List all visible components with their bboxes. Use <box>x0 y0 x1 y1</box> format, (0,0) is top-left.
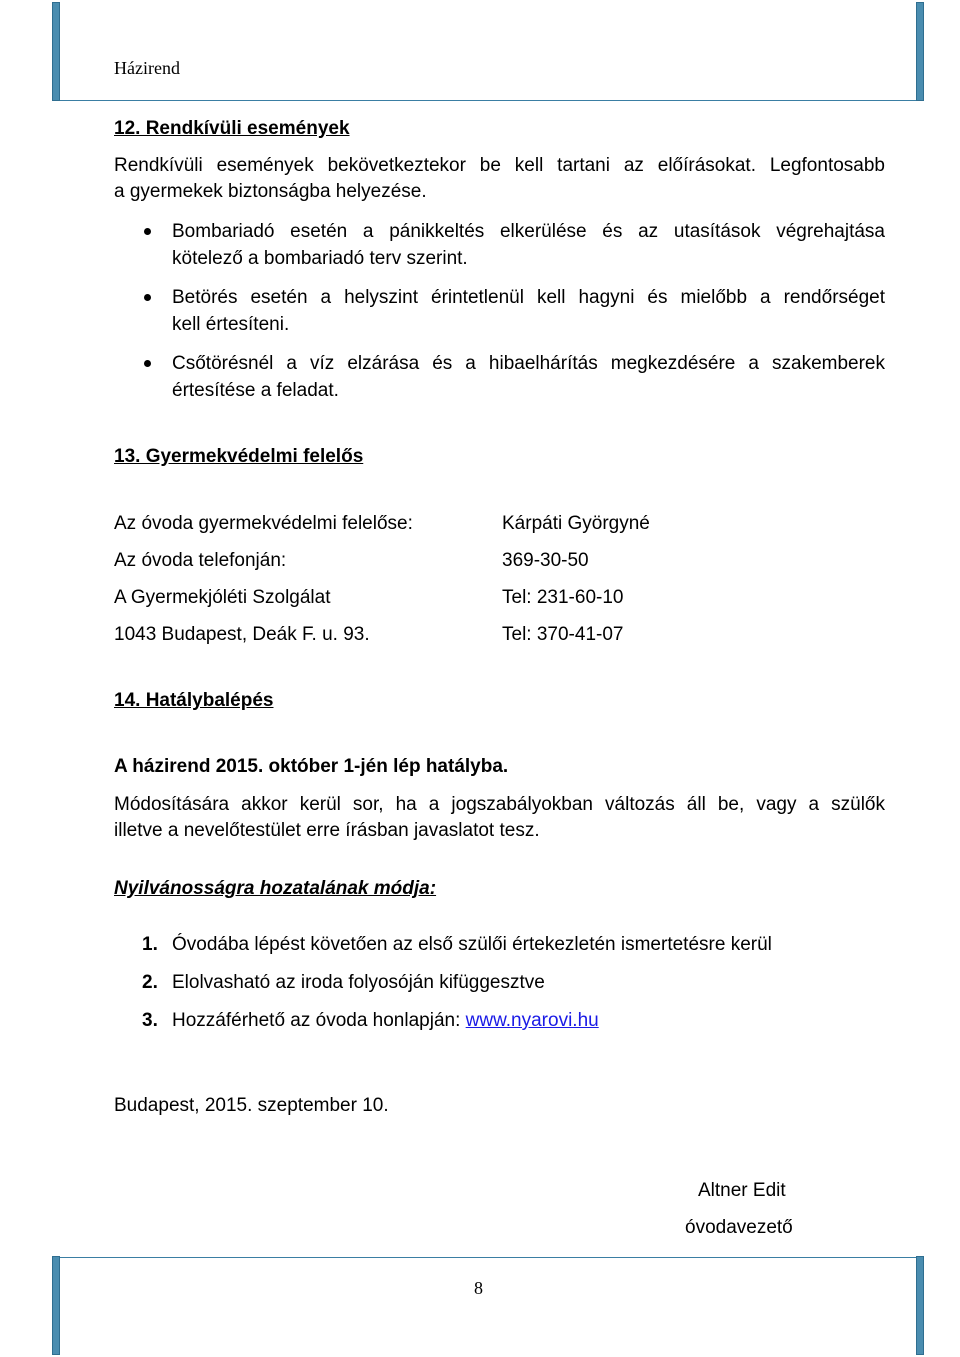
page-header-title: Házirend <box>114 58 180 78</box>
frame-corner-bottom-left <box>52 1256 60 1355</box>
frame-corner-top-right <box>916 2 924 101</box>
contact-value: Tel: 370-41-07 <box>502 624 624 645</box>
list-number: 2. <box>142 972 158 993</box>
contact-label: A Gyermekjóléti Szolgálat <box>114 587 331 608</box>
section-12-intro-line2: a gyermekek biztonságba helyezése. <box>114 181 427 202</box>
bullet-1-line1: Bombariadó esetén a pánikkeltés elkerülése és az utasítások végrehajtása <box>172 221 885 242</box>
section-12-intro-line1: Rendkívüli események bekövetkeztekor be kell tartani az előírásokat. Legfontosabb <box>114 155 885 176</box>
contact-value: Tel: 231-60-10 <box>502 587 624 608</box>
header-rule <box>60 100 916 101</box>
section-13-heading: 13. Gyermekvédelmi felelős <box>114 446 364 467</box>
contact-value: Kárpáti Györgyné <box>502 513 650 534</box>
contact-label: Az óvoda gyermekvédelmi felelőse: <box>114 513 413 534</box>
signer-title: óvodavezető <box>685 1217 793 1238</box>
modification-line1: Módosítására akkor kerül sor, ha a jogszabályokban változás áll be, vagy a szülők <box>114 794 885 815</box>
list-number: 3. <box>142 1010 158 1031</box>
bullet-icon <box>144 228 151 235</box>
section-12-heading: 12. Rendkívüli események <box>114 118 350 139</box>
list-item-text: Elolvasható az iroda folyosóján kifüggesztve <box>172 972 545 993</box>
publicity-heading: Nyilvánosságra hozatalának módja: <box>114 878 437 899</box>
frame-corner-top-left <box>52 2 60 101</box>
place-and-date: Budapest, 2015. szeptember 10. <box>114 1095 389 1116</box>
effective-date-statement: A házirend 2015. október 1-jén lép hatályba. <box>114 756 509 777</box>
bullet-3-line2: értesítése a feladat. <box>172 380 339 401</box>
modification-line2: illetve a nevelőtestület erre írásban javaslatot tesz. <box>114 820 540 841</box>
bullet-3-line1: Csőtörésnél a víz elzárása és a hibaelhárítás megkezdésére a szakemberek <box>172 353 885 374</box>
bullet-icon <box>144 360 151 367</box>
list-item-text: Óvodába lépést követően az első szülői értekezletén ismertetésre kerül <box>172 934 772 955</box>
website-link[interactable]: www.nyarovi.hu <box>465 1010 599 1031</box>
contact-label: Az óvoda telefonján: <box>114 550 287 571</box>
list-number: 1. <box>142 934 158 955</box>
bullet-icon <box>144 294 151 301</box>
signer-name: Altner Edit <box>698 1180 786 1201</box>
frame-corner-bottom-right <box>916 1256 924 1355</box>
contact-label: 1043 Budapest, Deák F. u. 93. <box>114 624 370 645</box>
list-item-text: Hozzáférhető az óvoda honlapján: <box>172 1010 466 1031</box>
bullet-1-line2: kötelező a bombariadó terv szerint. <box>172 248 468 269</box>
footer-rule <box>60 1257 916 1258</box>
bullet-2-line1: Betörés esetén a helyszint érintetlenül kell hagyni és mielőbb a rendőrséget <box>172 287 885 308</box>
section-14-heading: 14. Hatálybalépés <box>114 690 274 711</box>
bullet-2-line2: kell értesíteni. <box>172 314 290 335</box>
contact-value: 369-30-50 <box>502 550 589 571</box>
page-number: 8 <box>474 1278 483 1298</box>
list-item-3 <box>172 1008 599 1034</box>
